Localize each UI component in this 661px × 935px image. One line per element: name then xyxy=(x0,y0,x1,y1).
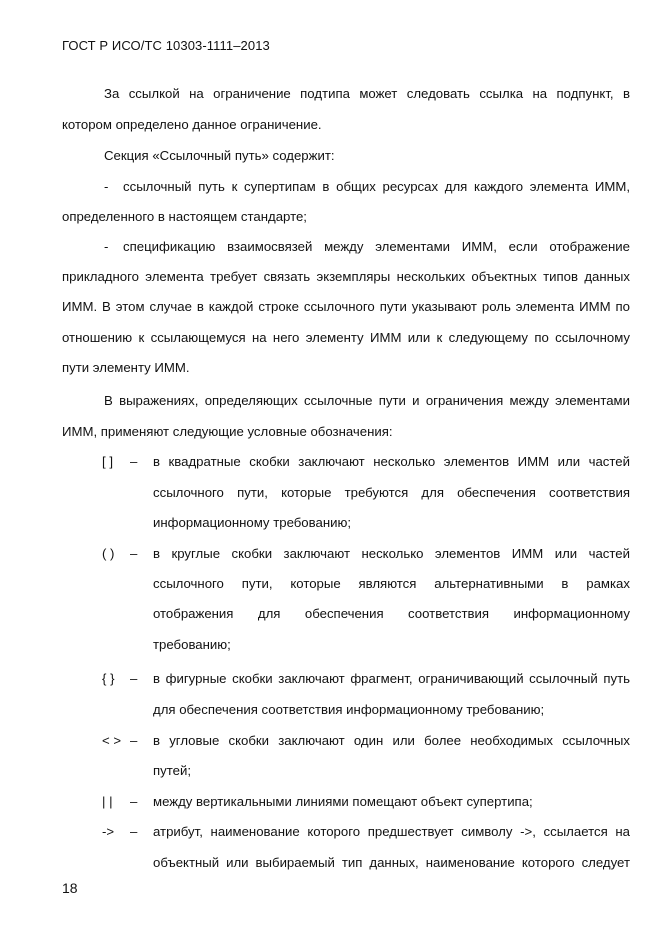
notation-dash: – xyxy=(130,733,138,748)
list-item-line: пути элементу ИММ. xyxy=(62,360,190,375)
notation-line: ссылочного пути, которые требуются для обеспечения соответствия xyxy=(153,485,630,500)
paragraph-line: Секция «Ссылочный путь» содержит: xyxy=(104,148,335,163)
paragraph-line: В выражениях, определяющих ссылочные пути и ограничения между элементами xyxy=(104,393,630,408)
list-marker: - xyxy=(104,179,109,194)
notation-line: требованию; xyxy=(153,637,231,652)
notation-line: информационному требованию; xyxy=(153,515,352,530)
list-item-line: определенного в настоящем стандарте; xyxy=(62,209,307,224)
notation-line: в фигурные скобки заключают фрагмент, ограничивающий ссылочный путь xyxy=(153,671,630,686)
document-header: ГОСТ Р ИСО/ТС 10303-1111–2013 xyxy=(62,38,270,53)
notation-symbol: | | xyxy=(102,794,113,809)
notation-line: объектный или выбираемый тип данных, наименование которого следует xyxy=(153,855,630,870)
list-item-line: ИММ. В этом случае в каждой строке ссылочного пути указывают роль элемента ИММ по xyxy=(62,299,630,314)
paragraph-line: ИММ, применяют следующие условные обозначения: xyxy=(62,424,393,439)
notation-line: в квадратные скобки заключают несколько элементов ИММ или частей xyxy=(153,454,630,469)
notation-line: ссылочного пути, которые являются альтернативными в рамках xyxy=(153,576,630,591)
notation-line: между вертикальными линиями помещают объект супертипа; xyxy=(153,794,533,809)
paragraph-line: За ссылкой на ограничение подтипа может следовать ссылка на подпункт, в xyxy=(104,86,630,101)
notation-line: атрибут, наименование которого предшествует символу ->, ссылается на xyxy=(153,824,630,839)
list-item-line: ссылочный путь к супертипам в общих ресурсах для каждого элемента ИММ, xyxy=(123,179,630,194)
list-marker: - xyxy=(104,239,109,254)
notation-dash: – xyxy=(130,671,138,686)
notation-line: в круглые скобки заключают несколько элементов ИММ или частей xyxy=(153,546,630,561)
notation-dash: – xyxy=(130,454,138,469)
notation-dash: – xyxy=(130,546,138,561)
paragraph-line: котором определено данное ограничение. xyxy=(62,117,322,132)
list-item-line: спецификацию взаимосвязей между элементами ИММ, если отображение xyxy=(123,239,630,254)
notation-symbol: [ ] xyxy=(102,454,113,469)
notation-symbol: { } xyxy=(102,671,115,686)
notation-symbol: -> xyxy=(102,824,115,839)
page-number: 18 xyxy=(62,880,78,896)
notation-symbol: < > xyxy=(102,733,122,748)
notation-dash: – xyxy=(130,794,138,809)
notation-dash: – xyxy=(130,824,138,839)
notation-line: в угловые скобки заключают один или более необходимых ссылочных xyxy=(153,733,630,748)
notation-line: отображения для обеспечения соответствия информационному xyxy=(153,606,630,621)
notation-line: путей; xyxy=(153,763,191,778)
notation-symbol: ( ) xyxy=(102,546,115,561)
notation-line: для обеспечения соответствия информационному требованию; xyxy=(153,702,545,717)
list-item-line: отношению к ссылающемуся на него элементу ИММ или к следующему по ссылочному xyxy=(62,330,630,345)
list-item-line: прикладного элемента требует связать экземпляры нескольких объектных типов данных xyxy=(62,269,630,284)
